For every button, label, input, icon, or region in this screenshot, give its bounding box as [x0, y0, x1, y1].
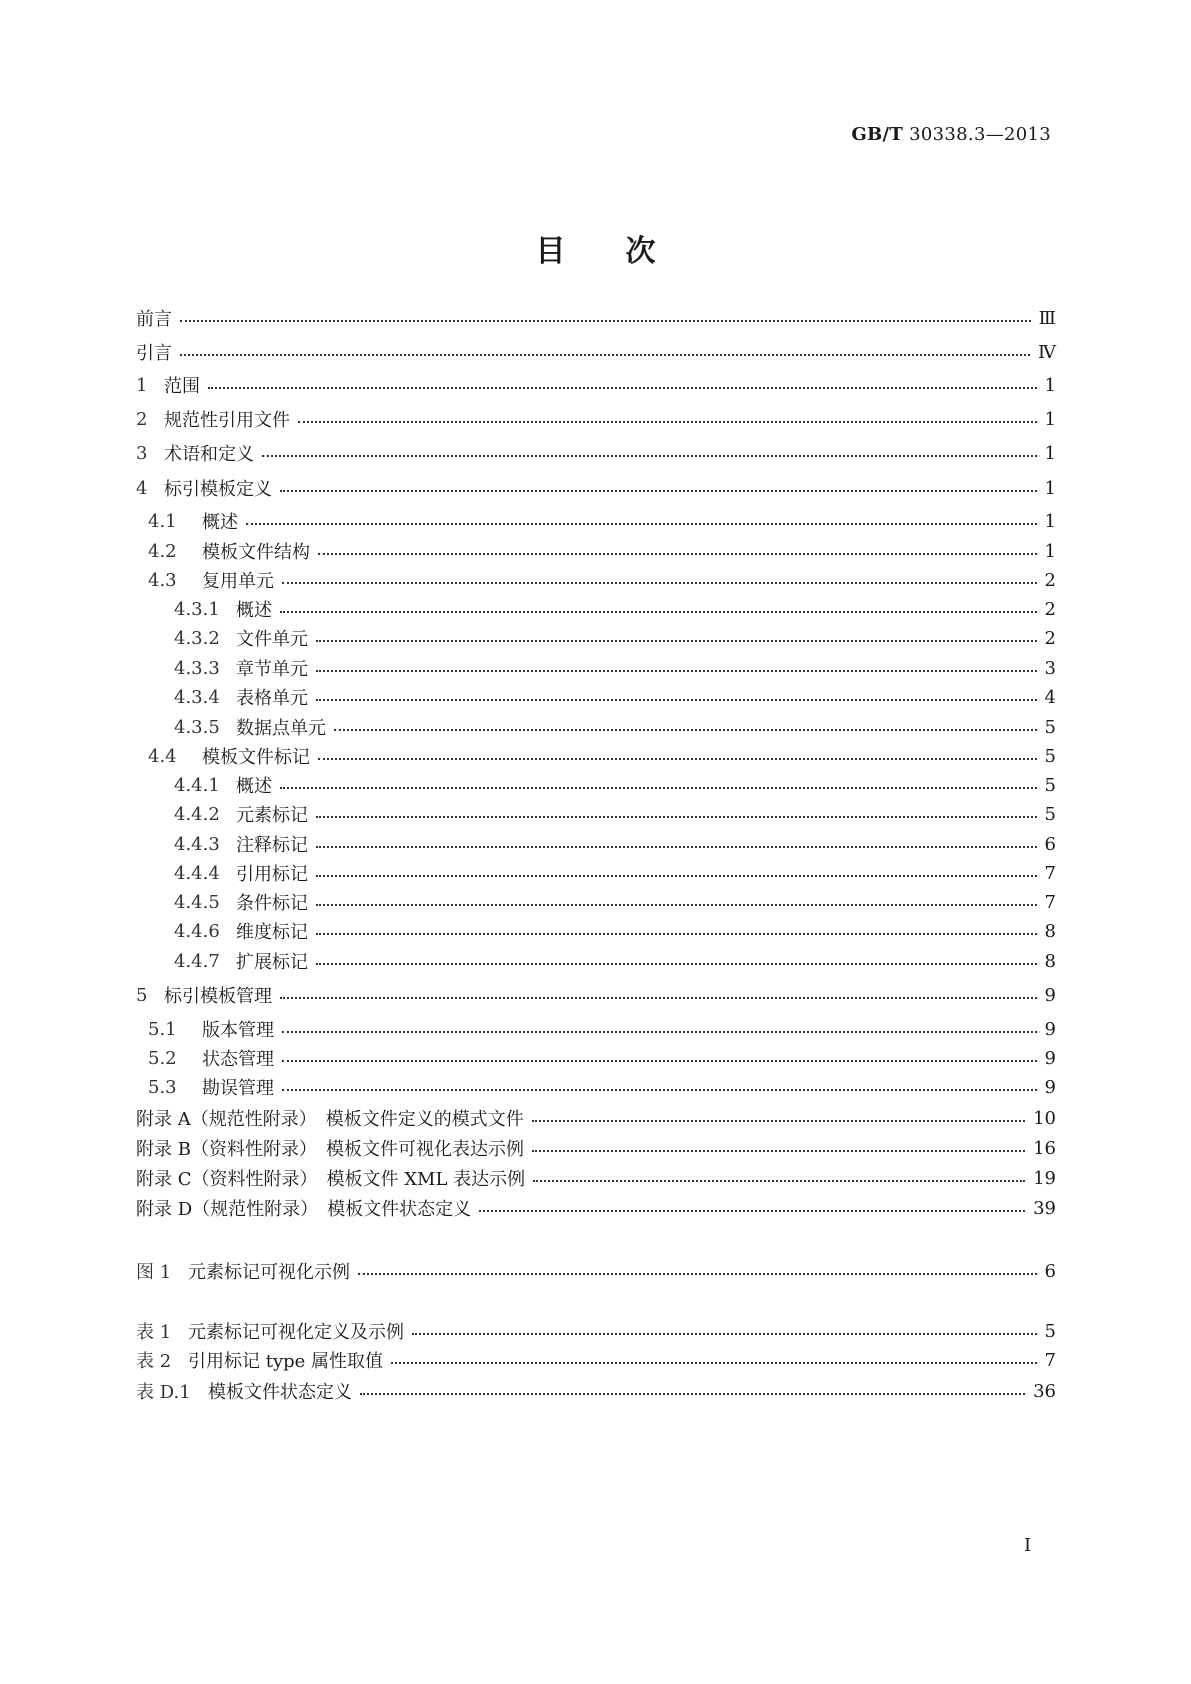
toc-leader-dots: [280, 490, 1037, 492]
toc-entry-label: 术语和定义: [164, 444, 254, 465]
toc-entry-label: 版本管理: [202, 1020, 274, 1041]
toc-entry-page: 16: [1033, 1137, 1056, 1159]
toc-entry-label: 元素标记可视化示例: [188, 1262, 350, 1283]
toc-entry-number: 4.3.2: [174, 627, 220, 649]
toc-entry-label: 元素标记: [236, 805, 308, 826]
toc-entry[interactable]: [136, 1377, 1056, 1405]
toc-entry-page: 36: [1033, 1380, 1056, 1402]
toc-entry-number: 1: [136, 374, 148, 396]
toc-leader-dots: [208, 387, 1037, 389]
toc-entry-page: 5: [1044, 1320, 1056, 1342]
toc-entry-label: 维度标记: [236, 922, 308, 943]
toc-entry[interactable]: [174, 888, 1056, 916]
toc-entry-page: 39: [1033, 1197, 1056, 1219]
toc-entry[interactable]: [174, 654, 1056, 682]
toc-entry-number: 4.4.5: [174, 891, 220, 913]
toc-entry-page: 2: [1044, 598, 1056, 620]
toc-entry-page: 5: [1044, 716, 1056, 738]
page-title: [0, 226, 1191, 270]
toc-entry-label: 前言: [136, 309, 172, 330]
toc-entry[interactable]: [136, 474, 1056, 502]
toc-entry-page: 1: [1044, 477, 1056, 499]
toc-entry-page: 7: [1044, 1349, 1056, 1371]
toc-leader-dots: [316, 875, 1037, 877]
toc-entry-number: 4.3: [148, 569, 177, 591]
toc-entry-number: 4.4.1: [174, 774, 220, 796]
toc-leader-dots: [479, 1210, 1025, 1212]
toc-entry[interactable]: [136, 1346, 1056, 1374]
toc-entry[interactable]: [136, 405, 1056, 433]
toc-entry-label: 数据点单元: [236, 718, 326, 739]
toc-entry[interactable]: [174, 917, 1056, 945]
toc-entry-page: 7: [1044, 862, 1056, 884]
toc-leader-dots: [360, 1393, 1025, 1395]
toc-entry-page: 9: [1044, 984, 1056, 1006]
toc-entry-number: 4.3.5: [174, 716, 220, 738]
toc-entry-number: 4.4.3: [174, 833, 220, 855]
toc-entry[interactable]: [174, 800, 1056, 828]
toc-entry-number: 4.3.1: [174, 598, 220, 620]
toc-entry-label: 概述: [236, 776, 272, 797]
toc-entry-label: 概述: [236, 600, 272, 621]
toc-leader-dots: [318, 758, 1037, 760]
toc-leader-dots: [533, 1180, 1025, 1182]
toc-entry-page: 10: [1033, 1107, 1056, 1129]
toc-entry-page: 5: [1044, 803, 1056, 825]
toc-entry-label: 复用单元: [202, 571, 274, 592]
toc-entry[interactable]: [174, 947, 1056, 975]
toc-entry-label: 勘误管理: [202, 1078, 274, 1099]
toc-entry[interactable]: [136, 1104, 1056, 1132]
footer-page-number: I: [1024, 1535, 1032, 1556]
toc-entry-label: 标引模板管理: [164, 986, 272, 1007]
toc-leader-dots: [316, 933, 1037, 935]
toc-leader-dots: [180, 354, 1030, 356]
toc-entry-number: 4.3.3: [174, 657, 220, 679]
toc-entry-label: 附录 C（资料性附录） 模板文件 XML 表达示例: [136, 1169, 526, 1190]
toc-entry-label: 元素标记可视化定义及示例: [188, 1322, 404, 1343]
toc-entry-page: 2: [1044, 569, 1056, 591]
toc-entry-number: 2: [136, 408, 148, 430]
toc-entry-number: 4.4: [148, 745, 177, 767]
toc-entry[interactable]: [136, 1134, 1056, 1162]
toc-entry-number: 4.4.4: [174, 862, 220, 884]
toc-leader-dots: [318, 553, 1037, 555]
toc-entry-label: 文件单元: [236, 629, 308, 650]
toc-leader-dots: [391, 1362, 1037, 1364]
toc-entry[interactable]: [136, 304, 1056, 332]
toc-entry[interactable]: [136, 1194, 1056, 1222]
toc-entry[interactable]: [148, 742, 1056, 770]
toc-entry[interactable]: [174, 771, 1056, 799]
toc-leader-dots: [316, 640, 1037, 642]
toc-entry-page: 2: [1044, 627, 1056, 649]
toc-leader-dots: [412, 1333, 1037, 1335]
toc-leader-dots: [358, 1273, 1037, 1275]
toc-entry-number: 图 1: [136, 1262, 172, 1283]
toc-entry[interactable]: [174, 595, 1056, 623]
toc-entry-label: 模板文件结构: [202, 542, 310, 563]
toc-entry[interactable]: [136, 981, 1056, 1009]
toc-entry[interactable]: [174, 683, 1056, 711]
toc-leader-dots: [246, 523, 1037, 525]
standard-code: 30338.3—2013: [909, 124, 1051, 145]
toc-entry[interactable]: [174, 859, 1056, 887]
toc-leader-dots: [282, 1031, 1037, 1033]
toc-entry-page: 6: [1044, 833, 1056, 855]
toc-entry[interactable]: [136, 1164, 1056, 1192]
toc-entry-page: Ⅳ: [1038, 341, 1056, 363]
toc-leader-dots: [298, 421, 1037, 423]
toc-entry[interactable]: [136, 371, 1056, 399]
toc-entry-page: 3: [1044, 657, 1056, 679]
toc-entry-page: Ⅲ: [1038, 307, 1056, 329]
toc-entry[interactable]: [148, 507, 1056, 535]
toc-entry-page: 1: [1044, 442, 1056, 464]
toc-leader-dots: [532, 1150, 1025, 1152]
toc-entry[interactable]: [174, 713, 1056, 741]
toc-leader-dots: [316, 670, 1037, 672]
toc-entry-number: 4.4.2: [174, 803, 220, 825]
toc-entry-label: 模板文件标记: [202, 747, 310, 768]
toc-entry-number: 4.3.4: [174, 686, 220, 708]
toc-entry-label: 规范性引用文件: [164, 410, 290, 431]
toc-entry[interactable]: [136, 1257, 1056, 1285]
title-char-1: 目: [535, 234, 566, 269]
toc-entry[interactable]: [148, 1044, 1056, 1072]
toc-entry-number: 5.2: [148, 1047, 177, 1069]
toc-leader-dots: [282, 582, 1037, 584]
toc-entry-page: 8: [1044, 950, 1056, 972]
toc-entry-label: 附录 B（资料性附录） 模板文件可视化表达示例: [136, 1139, 524, 1160]
toc-entry-label: 表格单元: [236, 688, 308, 709]
toc-entry[interactable]: [148, 1073, 1056, 1101]
standard-number: [851, 124, 1051, 145]
toc-entry-number: 4: [136, 477, 148, 499]
toc-entry-page: 6: [1044, 1260, 1056, 1282]
toc-entry[interactable]: [136, 1317, 1056, 1345]
toc-entry[interactable]: [136, 338, 1056, 366]
toc-entry-number: 3: [136, 442, 148, 464]
toc-entry-page: 5: [1044, 774, 1056, 796]
toc-entry-label: 附录 D（规范性附录） 模板文件状态定义: [136, 1199, 472, 1220]
toc-leader-dots: [282, 1089, 1037, 1091]
toc-entry[interactable]: [174, 624, 1056, 652]
toc-entry-page: 9: [1044, 1047, 1056, 1069]
toc-entry-number: 4.2: [148, 540, 177, 562]
toc-entry-number: 表 D.1: [136, 1382, 191, 1403]
toc-entry-label: 章节单元: [236, 659, 308, 680]
toc-leader-dots: [316, 699, 1037, 701]
toc-entry-number: 表 2: [136, 1351, 172, 1372]
toc-entry-number: 4.1: [148, 510, 177, 532]
toc-entry-label: 引言: [136, 343, 172, 364]
toc-entry-page: 5: [1044, 745, 1056, 767]
toc-entry-number: 表 1: [136, 1322, 172, 1343]
toc-entry-label: 扩展标记: [236, 952, 308, 973]
standard-prefix: GB/T: [851, 124, 904, 145]
toc-entry[interactable]: [148, 566, 1056, 594]
toc-entry-page: 19: [1033, 1167, 1056, 1189]
toc-entry-label: 条件标记: [236, 893, 308, 914]
toc-entry[interactable]: [148, 1015, 1056, 1043]
toc-entry-label: 范围: [164, 376, 200, 397]
toc-leader-dots: [280, 611, 1037, 613]
toc-leader-dots: [180, 320, 1031, 322]
toc-entry-number: 5.3: [148, 1076, 177, 1098]
toc-leader-dots: [282, 1060, 1037, 1062]
toc-entry-page: 1: [1044, 510, 1056, 532]
toc-entry-label: 附录 A（规范性附录） 模板文件定义的模式文件: [136, 1109, 524, 1130]
toc-entry-label: 引用标记 type 属性取值: [188, 1351, 384, 1372]
toc-leader-dots: [316, 846, 1037, 848]
toc-entry-label: 模板文件状态定义: [208, 1382, 352, 1403]
toc-entry-page: 9: [1044, 1076, 1056, 1098]
toc-entry-label: 注释标记: [236, 835, 308, 856]
toc-entry-label: 状态管理: [202, 1049, 274, 1070]
toc-entry-page: 8: [1044, 920, 1056, 942]
toc-leader-dots: [316, 816, 1037, 818]
toc-entry[interactable]: [148, 537, 1056, 565]
toc-entry-label: 标引模板定义: [164, 479, 272, 500]
toc-entry-number: 5.1: [148, 1018, 177, 1040]
toc-entry-number: 4.4.6: [174, 920, 220, 942]
toc-entry-page: 9: [1044, 1018, 1056, 1040]
toc-leader-dots: [280, 997, 1037, 999]
toc-leader-dots: [262, 455, 1037, 457]
toc-entry-page: 7: [1044, 891, 1056, 913]
toc-entry-page: 1: [1044, 540, 1056, 562]
title-char-2: 次: [625, 234, 656, 269]
toc-leader-dots: [316, 904, 1037, 906]
toc-entry[interactable]: [174, 830, 1056, 858]
toc-entry-page: 1: [1044, 408, 1056, 430]
toc-entry-page: 1: [1044, 374, 1056, 396]
toc-entry-page: 4: [1044, 686, 1056, 708]
toc-leader-dots: [280, 787, 1037, 789]
toc-entry[interactable]: [136, 439, 1056, 467]
toc-entry-label: 概述: [202, 512, 238, 533]
toc-entry-label: 引用标记: [236, 864, 308, 885]
toc-leader-dots: [316, 963, 1037, 965]
toc-entry-number: 4.4.7: [174, 950, 220, 972]
toc-leader-dots: [532, 1120, 1025, 1122]
toc-leader-dots: [334, 729, 1037, 731]
toc-entry-number: 5: [136, 984, 148, 1006]
